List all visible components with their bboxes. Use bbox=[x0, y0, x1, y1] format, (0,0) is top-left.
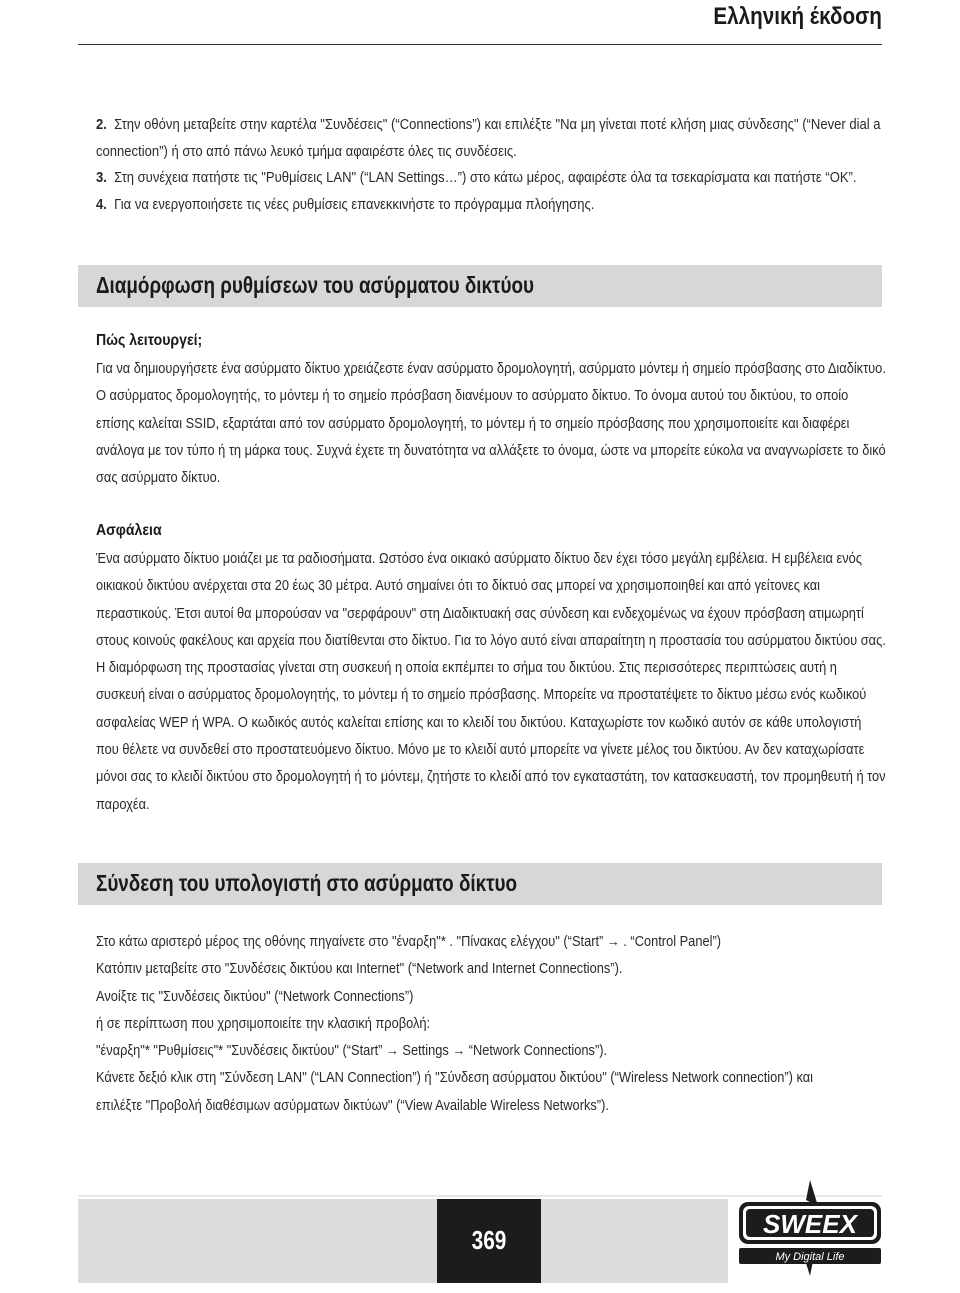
step-number: 4. bbox=[96, 196, 107, 213]
connect-instructions bbox=[96, 929, 886, 1120]
section-title-wireless-config: Διαμόρφωση ρυθμίσεων του ασύρματου δικτύου bbox=[96, 272, 534, 298]
page-header-title: Ελληνική έκδοση bbox=[713, 3, 882, 30]
page-number: 369 bbox=[471, 1225, 507, 1255]
instruction-line: Ανοίξτε τις "Συνδέσεις δικτύου" (“Network Connections”) bbox=[96, 988, 414, 1005]
step-text: Στη συνέχεια πατήστε τις "Ρυθμίσεις LAN" (“LAN Settings…”) στο κάτω μέρος, αφαιρέστε όλα τα τσεκαρίσματα και πατήστε “OK”. bbox=[114, 170, 857, 186]
step-text: Για να ενεργοποιήσετε τις νέες ρυθμίσεις επανεκκινήστε το πρόγραμμα πλοήγησης. bbox=[114, 196, 595, 213]
step-item bbox=[96, 165, 885, 192]
sweex-logo bbox=[735, 1178, 885, 1278]
step-text: Στην οθόνη μεταβείτε στην καρτέλα "Συνδέσεις" (“Connections”) και επιλέξτε "Να μη γίνεται ποτέ κλήση μιας σύνδεσης" (“Never dial a connection”) ή στο από πάνω λευκό τμήμα αφαιρέστε όλες τις συνδέσεις. bbox=[96, 117, 881, 160]
instruction-line: Στο κάτω αριστερό μέρος της οθόνης πηγαίνετε στο "έναρξη"* . "Πίνακας ελέγχου" (“Start” → . “Control Panel”) bbox=[96, 934, 721, 950]
logo-wordmark: SWEEX bbox=[763, 1209, 857, 1239]
instruction-line: Κάνετε δεξιό κλικ στη "Σύνδεση LAN" (“LAN Connection”) ή "Σύνδεση ασύρματου δικτύου" (“Wireless Network connection”) και bbox=[96, 1070, 814, 1087]
security-heading: Ασφάλεια bbox=[96, 522, 162, 539]
footer-band bbox=[78, 1199, 728, 1283]
page-number-box bbox=[437, 1199, 541, 1283]
instruction-line: επιλέξτε "Προβολή διαθέσιμων ασύρματων δικτύων" (“View Available Wireless Networks”). bbox=[96, 1097, 609, 1114]
instruction-line: Κατόπιν μεταβείτε στο "Συνδέσεις δικτύου και Internet" (“Network and Internet Connections”). bbox=[96, 961, 623, 978]
section-title-connect-computer: Σύνδεση του υπολογιστή στο ασύρματο δίκτυο bbox=[96, 870, 518, 896]
step-number: 2. bbox=[96, 117, 107, 133]
logo-tagline: My Digital Life bbox=[775, 1251, 845, 1263]
step-item bbox=[96, 192, 885, 219]
section-heading-band bbox=[78, 265, 882, 307]
step-number: 3. bbox=[96, 170, 107, 186]
how-it-works-heading: Πώς λειτουργεί; bbox=[96, 332, 203, 349]
security-paragraph: Ένα ασύρματο δίκτυο μοιάζει με τα ραδιοσήματα. Ωστόσο ένα οικιακό ασύρματο δίκτυο δεν έχει τόσο μεγάλη εμβέλεια. Η εμβέλεια ενός οικιακού δικτύου ανέρχεται στα 20 έως 30 μέτρα. Αυτό σημαίνει ότι το δίκτυό σας μπορεί να χρησιμοποιηθεί και από γείτονες και περαστικούς. Έτσι αυτοί θα μπορούσαν να "σερφάρουν" στη Διαδικτυακή σας σύνδεση και ενδεχομένως να έχουν πρόσβαση ατιμωρητί στους κοινούς φακέλους και αρχεία που διατίθενται στο δίκτυο. Για το λόγο αυτό είναι απαραίτητη η προστασία του ασύρματου δικτύου σας. Η διαμόρφωση της προστασίας γίνεται στη συσκευή η οποία εκπέμπει το σήμα του δικτύου. Στις περισσότερες περιπτώσεις αυτή η συσκευή είναι ο ασύρματος δρομολογητής, το μόντεμ ή το σημείο πρόσβασης. Μπορείτε να προστατέψετε το δίκτυο μέσω ενός κωδικού ασφαλείας WEP ή WPA. Ο κωδικός αυτός καλείται επίσης και το κλειδί του δικτύου. Καταχωρίστε τον κωδικό αυτόν σε κάθε υπολογιστή που θέλετε να συνδεθεί στο προστατευόμενο δίκτυο. Μόνο με το κλειδί αυτό μπορείτε να γίνετε μέλος του δικτύου. Αν δεν καταχωρίσατε μόνοι σας το κλειδί δικτύου στο δρομολογητή ή το μόντεμ, ζητήστε το κλειδί από τον εγκαταστάτη, τον κατασκευαστή, τον προμηθευτή ή τον παροχέα. bbox=[96, 551, 886, 813]
instruction-line: ή σε περίπτωση που χρησιμοποιείτε την κλασική προβολή: bbox=[96, 1015, 431, 1032]
step-item bbox=[96, 112, 885, 165]
steps-list bbox=[96, 112, 886, 218]
security-block bbox=[96, 522, 886, 819]
instruction-line: "έναρξη"* "Ρυθμίσεις"* "Συνδέσεις δικτύου" (“Start” → Settings → “Network Connections”). bbox=[96, 1043, 608, 1060]
header-divider bbox=[78, 44, 882, 45]
section-heading-band bbox=[78, 863, 882, 905]
how-it-works-block bbox=[96, 332, 886, 492]
how-it-works-paragraph: Για να δημιουργήσετε ένα ασύρματο δίκτυο χρειάζεστε έναν ασύρματο δρομολογητή, ασύρματο μόντεμ ή σημείο πρόσβασης στο Διαδίκτυο. Ο ασύρματος δρομολογητής, το μόντεμ ή το σημείο πρόσβαση διανέμουν το ασύρματο δίκτυο. Το όνομα αυτού του δικτύου, το οποίο επίσης καλείται SSID, εξαρτάται από τον ασύρματο δρομολογητή, το μόντεμ ή το σημείο πρόσβασης που χρησιμοποιείτε και διαφέρει ανάλογα με τον τύπο ή τη μάρκα τους. Συχνά έχετε τη δυνατότητα να αλλάξετε το όνομα, ώστε να μπορείτε εύκολα να αναγνωρίσετε το δικό σας ασύρματο δίκτυο. bbox=[96, 361, 886, 487]
